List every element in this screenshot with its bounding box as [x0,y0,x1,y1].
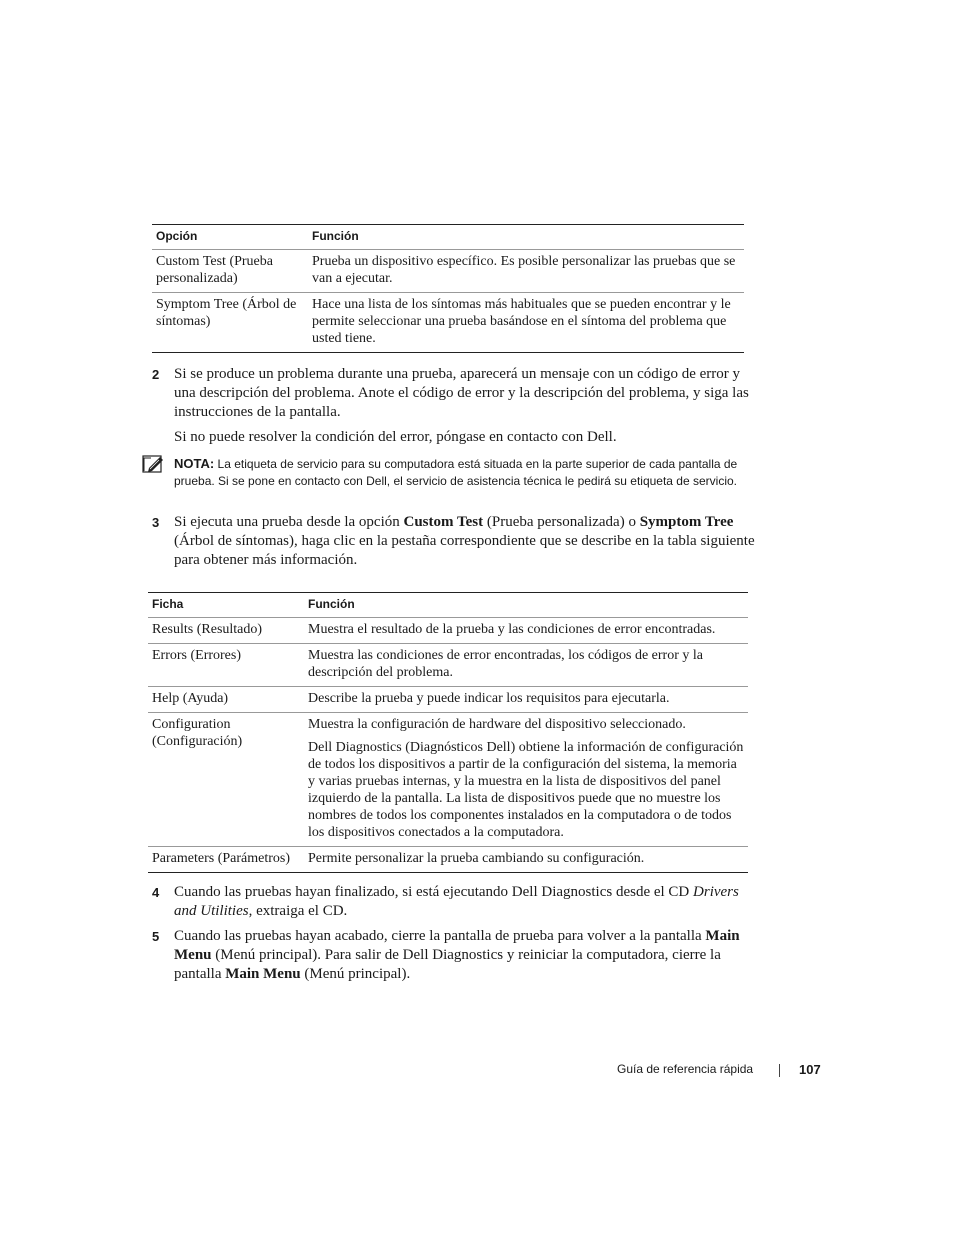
options-table [152,224,744,353]
page-number: 107 [799,1062,821,1077]
table-row [148,713,748,847]
step-5 [152,927,756,984]
tab-cell: Parameters (Parámetros) [148,847,304,873]
column-header-function: Función [308,225,744,250]
function-text: Permite personalizar la prueba cambiando su configuración. [308,851,645,866]
function-text: Muestra las condiciones de error encontradas, los códigos de error y la descripción del problema. [308,648,703,680]
step-text: (Prueba personalizada) o [483,514,640,530]
note-label: NOTA: [174,456,215,471]
custom-test-label: Custom Test [403,514,484,530]
main-menu-label: Main Menu [225,966,301,982]
tab-cell: Help (Ayuda) [148,687,304,713]
step-text: (Árbol de síntomas), haga clic en la pestaña correspondiente que se describe en la tabla siguiente para obtener más información. [174,533,755,568]
note-text: La etiqueta de servicio para su computadora está situada en la parte superior de cada pantalla de prueba. Si se pone en contacto con Dell, el servicio de asistencia técnica le pedirá su etiqueta de servicio. [174,457,738,488]
step-4 [152,883,756,921]
function-text: Muestra el resultado de la prueba y las condiciones de error encontradas. [308,622,716,637]
cd-title: Drivers and Utilities [174,884,739,919]
column-header-tab: Ficha [148,593,304,618]
function-text: Describe la prueba y puede indicar los requisitos para ejecutarla. [308,691,670,706]
table-row [152,293,744,353]
table-row [148,687,748,713]
step-number: 4 [152,885,160,900]
function-cell [304,644,748,687]
function-cell [304,847,748,873]
tabs-table [148,592,748,873]
step-text: Si ejecuta una prueba desde la opción [174,514,404,530]
footer-title: Guía de referencia rápida [617,1062,754,1076]
function-cell [304,713,748,847]
table-row [148,644,748,687]
table-row [148,847,748,873]
step-text: (Menú principal). Para salir de Dell Diagnostics y reiniciar la computadora, cierre la pantalla [174,947,721,982]
function-cell: Hace una lista de los síntomas más habituales que se pueden encontrar y le permite seleccionar una prueba basándose en el síntoma del problema que usted tiene. [308,293,744,353]
pencil-note-icon [142,455,164,473]
function-cell [304,618,748,644]
step-number: 2 [152,367,160,382]
step-2-followup: Si no puede resolver la condición del error, póngase en contacto con Dell. [174,429,617,445]
function-text: Dell Diagnostics (Diagnósticos Dell) obtiene la información de configuración de todos los dispositivos a partir de la configuración del sistema, la memoria y varias pruebas internas, y la muestra en la lista de dispositivos del panel izquierdo de la pantalla. La lista de dispositivos puede que no muestre los nombres de todos los componentes instalados en la computadora o de todos los dispositivos conectados a la computadora. [308,740,744,840]
column-header-function: Función [304,593,748,618]
column-header-option: Opción [152,225,308,250]
step-text: Cuando las pruebas hayan acabado, cierre la pantalla de prueba para volver a la pantalla [174,928,706,944]
step-text: Cuando las pruebas hayan finalizado, si está ejecutando Dell Diagnostics desde el CD [174,884,694,900]
step-number: 3 [152,515,160,530]
function-text: Muestra la configuración de hardware del dispositivo seleccionado. [308,717,686,732]
symptom-tree-label: Symptom Tree [639,514,734,530]
tab-cell: Configuration (Configuración) [148,713,304,847]
function-cell: Prueba un dispositivo específico. Es posible personalizar las pruebas que se van a ejecutar. [308,250,744,293]
main-menu-label: Main Menu [174,928,740,963]
table-row [148,618,748,644]
option-cell: Custom Test (Prueba personalizada) [152,250,308,293]
step-text: , extraiga el CD. [248,903,348,919]
step-number: 5 [152,929,160,944]
step-text: Si se produce un problema durante una prueba, aparecerá un mensaje con un código de error y una descripción del problema. Anote el código de error y la descripción del problema, y siga las instrucciones de la pantalla. [174,366,749,420]
footer-separator [779,1064,780,1077]
option-cell: Symptom Tree (Árbol de síntomas) [152,293,308,353]
table-row [152,250,744,293]
step-text: (Menú principal). [300,966,411,982]
tab-cell: Results (Resultado) [148,618,304,644]
note-block [142,455,752,490]
step-2 [152,365,756,422]
function-cell [304,687,748,713]
tab-cell: Errors (Errores) [148,644,304,687]
step-3 [152,513,756,570]
